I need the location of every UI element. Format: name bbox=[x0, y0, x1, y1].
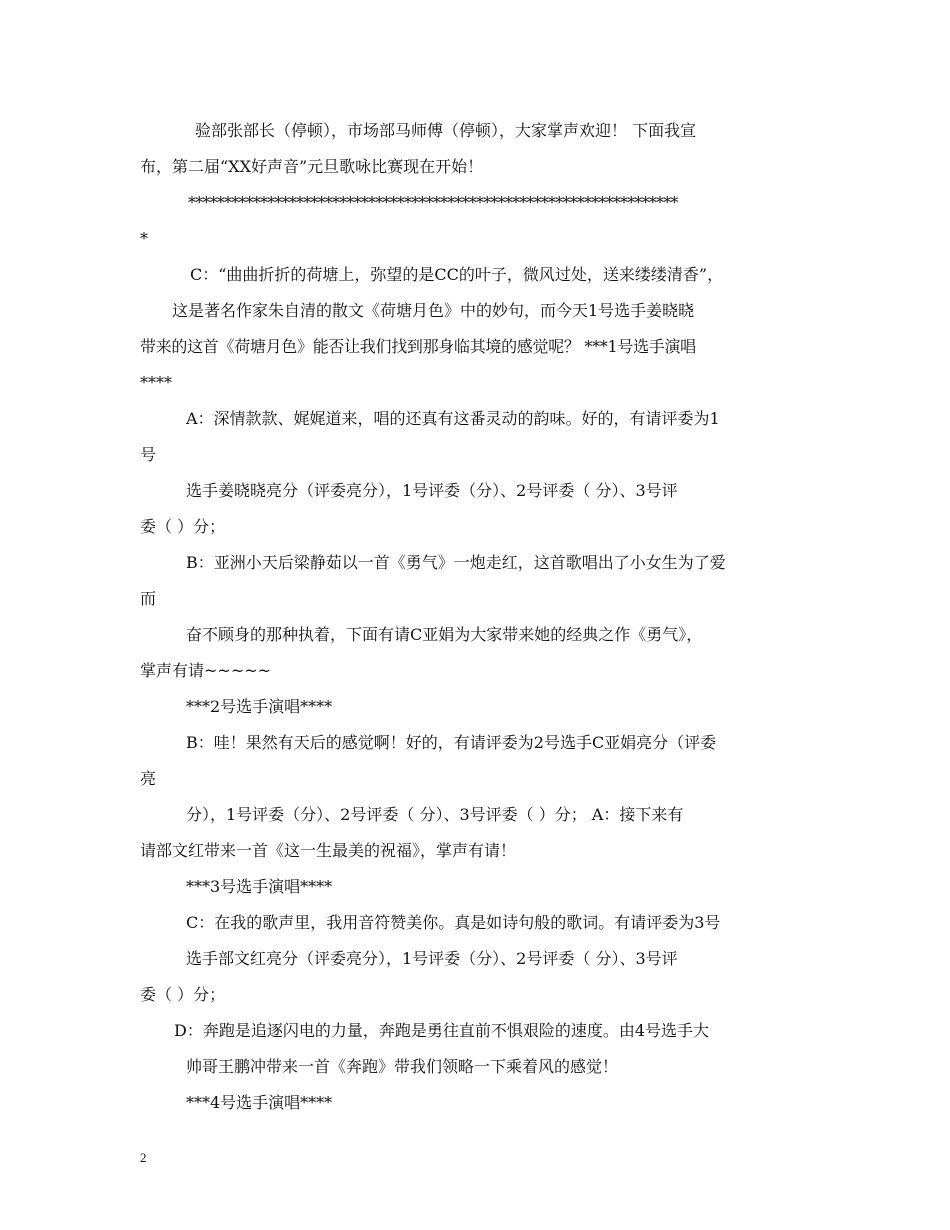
text-line: 亮 bbox=[140, 769, 157, 788]
text-line: 而 bbox=[140, 589, 157, 608]
text-line: C：“曲曲折折的荷塘上，弥望的是CC的叶子，微风过处，送来缕缕清香”， bbox=[190, 265, 724, 284]
text-line: ***4号选手演唱**** bbox=[186, 1093, 333, 1112]
text-line: 带来的这首《荷塘月色》能否让我们找到那身临其境的感觉呢？ ***1号选手演唱 bbox=[140, 337, 696, 356]
text-line: 掌声有请~~~~~ bbox=[140, 661, 272, 680]
text-line: 奋不顾身的那种执着，下面有请C亚娟为大家带来她的经典之作《勇气》， bbox=[186, 625, 703, 644]
text-line: ***2号选手演唱**** bbox=[186, 697, 333, 716]
text-line: B：哇！果然有天后的感觉啊！好的，有请评委为2号选手C亚娟亮分（评委 bbox=[186, 733, 717, 752]
text-line: D：奔跑是追逐闪电的力量，奔跑是勇往直前不惧艰险的速度。由4号选手大 bbox=[174, 1021, 710, 1040]
text-line: 选手部文红亮分（评委亮分），1号评委（分）、2号评委（ 分）、3号评 bbox=[186, 949, 678, 968]
text-line: C：在我的歌声里，我用音符赞美你。真是如诗句般的歌词。有请评委为3号 bbox=[186, 913, 721, 932]
text-line: **** bbox=[140, 373, 172, 392]
text-line: 委（ ）分； bbox=[140, 517, 226, 536]
text-line: 帅哥王鹏冲带来一首《奔跑》带我们领略一下乘着风的感觉！ bbox=[186, 1057, 619, 1076]
text-line: 委（ ）分； bbox=[140, 985, 226, 1004]
text-line: 这是著名作家朱自清的散文《荷塘月色》中的妙句，而今天1号选手姜晓晓 bbox=[172, 301, 695, 320]
text-line: 请部文红带来一首《这一生最美的祝福》，掌声有请！ bbox=[140, 841, 517, 860]
text-line: B：亚洲小天后梁静茹以一首《勇气》一炮走红，这首歌唱出了小女生为了爱 bbox=[186, 553, 726, 572]
text-line: 选手姜晓晓亮分（评委亮分），1号评委（分）、2号评委（ 分）、3号评 bbox=[186, 481, 678, 500]
text-line: ***3号选手演唱**** bbox=[186, 877, 333, 896]
text-line: A：深情款款、娓娓道来，唱的还真有这番灵动的韵味。好的，有请评委为1 bbox=[186, 409, 720, 428]
text-line: 验部张部长（停顿），市场部马师傅（停顿），大家掌声欢迎！ 下面我宣 bbox=[195, 121, 697, 140]
text-line: 分），1号评委（分）、2号评委（ 分）、3号评委（ ）分； A：接下来有 bbox=[186, 805, 684, 824]
text-line: 号 bbox=[140, 445, 157, 464]
text-line: ******************************************************************** bbox=[188, 193, 678, 212]
text-line: 布，第二届“XX好声音”元旦歌咏比赛现在开始！ bbox=[140, 157, 484, 176]
page-number: 2 bbox=[140, 1150, 147, 1165]
text-line: * bbox=[140, 229, 148, 248]
